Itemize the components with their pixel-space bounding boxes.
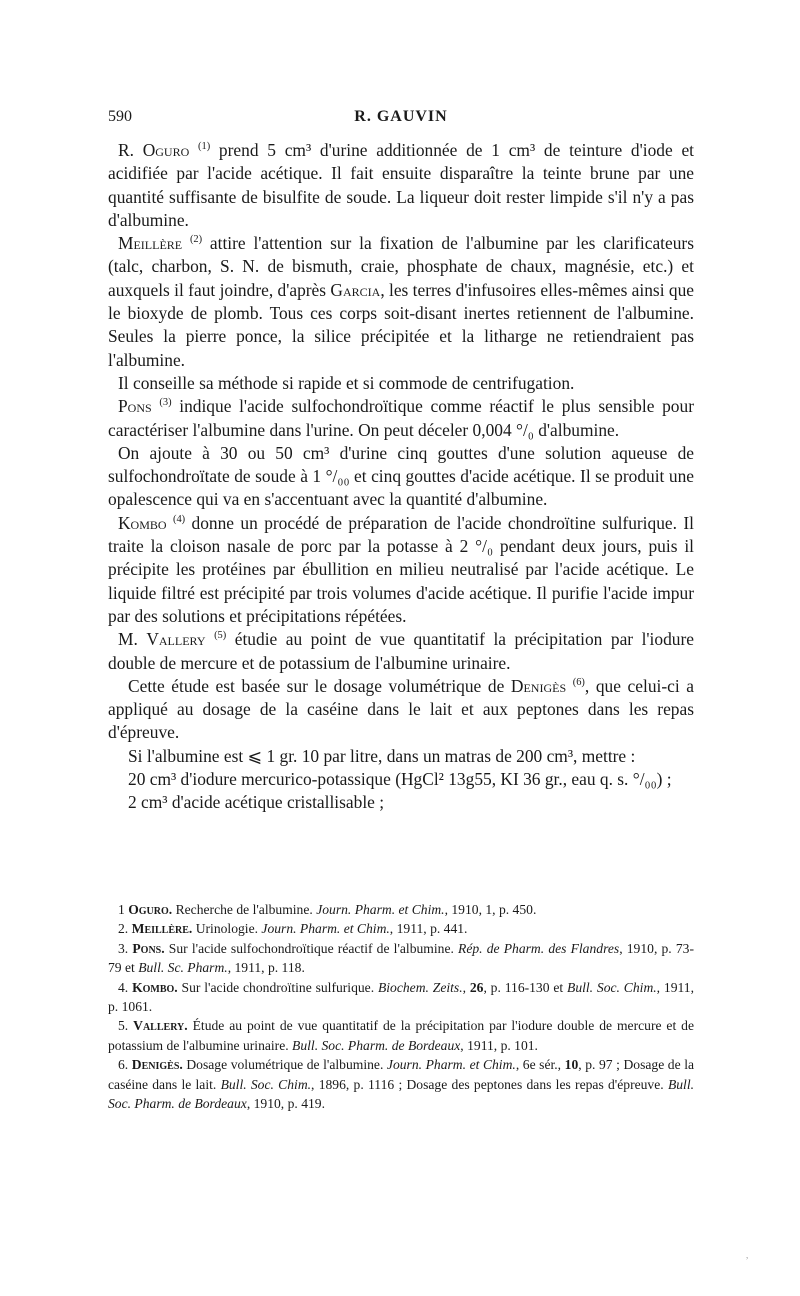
paragraph-meillere (108, 232, 694, 372)
footnote-text: Recherche de l'albumine. (172, 902, 317, 917)
footnote-source: Bull. Soc. Chim. (567, 979, 657, 995)
footnote-author: Meillère. (131, 921, 193, 937)
paragraph-text: donne un procédé de préparation de l'acide chondroïtine sulfurique. Il traite la cloison nasale de porc par la potasse à 2 °/₀ pendant deux jours, puis il précipite les protéines par ébullition en milieu neutralisé par l'acide acétique. Le liquide filtré est précipité par trois volumes d'acide acétique. Il purifie l'acide impur par des solutions et précipitations répétées. (108, 512, 694, 626)
paragraph-text: Cette étude est basée sur le dosage volumétrique de (128, 675, 511, 696)
footnote-1 (108, 900, 694, 919)
paragraph-vallery (108, 628, 694, 675)
paragraph-text: attire l'attention sur la fixation de l'albumine par les clarificateurs (talc, charbon, S. N. de bismuth, craie, phosphate de chaux, magnésie, etc.) et auxquels il faut joindre, d'après (108, 233, 694, 300)
running-head: R. GAUVIN (354, 108, 448, 125)
footnote-source: Biochem. Zeits. (377, 979, 463, 995)
footnote-source: Journ. Pharm. et Chim. (316, 902, 445, 917)
footnote-number: 4. (118, 979, 129, 995)
paragraph-text: indique l'acide sulfochondroïtique comme réactif le plus sensible pour caractériser l'albumine dans l'urine. On peut déceler 0,004 °/₀ d'albumine. (108, 396, 694, 440)
footnote-text: Dosage volumétrique de l'albumine. (182, 1057, 387, 1073)
paragraph-pons (108, 395, 694, 442)
paragraph-text: étudie au point de vue quantitatif la précipitation par l'iodure double de mercure et de potassium de l'albumine urinaire. (108, 629, 694, 673)
footnote-ref: (6) (572, 677, 585, 689)
footnote-3 (108, 939, 694, 978)
paragraph-text: , les terres d'infusoires elles-mêmes ainsi que le bioxyde de plomb. Tous ces corps soit-disant inertes retiennent de l'albumine. Seules la pierre ponce, la silice précipitée et la litharge ne retiendraient pas l'albumine. (108, 279, 694, 370)
footnote-source: Bull. Soc. Chim. (220, 1076, 312, 1092)
footnote-author: Pons. (132, 940, 165, 956)
footnote-text: Urinologie. (192, 921, 262, 937)
page-number: 590 (108, 108, 132, 125)
footnote-ref: (1) (198, 141, 211, 153)
footnote-volume: 10 (564, 1057, 579, 1073)
footnote-ref: (2) (189, 234, 203, 246)
main-text (108, 139, 694, 815)
footnote-source: Bull. Sc. Pharm. (138, 960, 228, 976)
footnote-author: Kombo. (132, 979, 178, 995)
footnote-text: Sur l'acide chondroïtine sulfurique. (177, 979, 378, 995)
footnote-text: , p. 116-130 et (483, 979, 568, 995)
paragraph-oguro (108, 139, 694, 232)
footnote-text: , 1911, p. 441. (389, 921, 468, 937)
paragraph-deniges (108, 675, 694, 745)
author-name: Meillère (118, 233, 183, 254)
footnote-text: , 1911, p. 1061. (108, 979, 694, 1015)
footnote-source: Bull. Soc. Pharm. de Bordeaux (292, 1037, 461, 1053)
footnote-author: Vallery. (133, 1018, 188, 1034)
footnote-number: 5. (118, 1018, 129, 1034)
page-header (108, 108, 694, 130)
footnote-source: Rép. de Pharm. des Flandres (458, 940, 620, 956)
author-name: R. Oguro (118, 140, 190, 160)
footnote-number: 1 (118, 902, 125, 917)
footnote-author: Denigès. (131, 1057, 183, 1073)
footnote-text: , 1911, p. 118. (227, 960, 305, 976)
paragraph-kombo (108, 512, 694, 628)
author-name: Kombo (118, 512, 167, 533)
footnotes (108, 900, 694, 1113)
footnote-text: , 1896, p. 1116 ; Dosage des peptones dans les repas d'épreuve. (311, 1076, 668, 1092)
footnote-number: 2. (118, 921, 129, 937)
footnote-2 (108, 919, 694, 938)
paragraph-text: , que celui-ci a appliqué au dosage de la caséine dans le lait et aux peptones dans les repas d'épreuve. (108, 675, 695, 743)
scan-mark: , (746, 1250, 749, 1260)
footnote-text: , 1910, p. 73-79 et (108, 940, 694, 976)
footnote-source: Journ. Pharm. et Chim. (261, 921, 390, 937)
footnote-text: , 1910, 1, p. 450. (444, 902, 537, 917)
footnote-6 (108, 1055, 694, 1113)
paragraph-procedure: On ajoute à 30 ou 50 cm³ d'urine cinq gouttes d'une solution aqueuse de sulfochondroïtate de soude à 1 °/₀₀ et cinq gouttes d'acide acétique. Il se produit une opalescence qui va en s'accentuant avec la quantité d'albumine. (108, 442, 694, 510)
footnote-text: , p. 97 ; Dosage de la caséine dans le lait. (108, 1057, 694, 1092)
footnote-4: 4. Kombo. Sur l'acide chondroïtine sulfurique. Biochem. Zeits., 26, p. 116-130 et Bull. Soc. Chim., 1911, p. 1061. (108, 979, 694, 1015)
paragraph-acid: 2 cm³ d'acide acétique cristallisable ; (128, 792, 385, 813)
author-name: Vallery (146, 629, 206, 650)
paragraph-method: Si l'albumine est ⩽ 1 gr. 10 par litre, dans un matras de 200 cm³, mettre : (128, 745, 636, 766)
footnote-source: Bull. Soc. Pharm. de Bordeaux (108, 1076, 694, 1112)
footnote-text: , 6e sér., (515, 1057, 565, 1073)
footnote-ref: (4) (172, 513, 186, 525)
footnote-volume: 26 (469, 979, 484, 995)
footnote-text: , 1910, p. 419. (246, 1096, 325, 1112)
footnote-text: Étude au point de vue quantitatif de la précipitation par l'iodure double de mercure et de potassium de l'albumine urinaire. (108, 1018, 695, 1053)
paragraph-text: prend 5 cm³ d'urine additionnée de 1 cm³ de teinture d'iode et acidifiée par l'acide acétique. Il fait ensuite disparaître la teinte brune par une quantité suffisante de bisulfite de soude. La liqueur doit rester limpide s'il n'y a pas d'albumine. (108, 140, 694, 230)
footnote-ref: (5) (214, 630, 227, 642)
footnote-source: Journ. Pharm. et Chim. (386, 1057, 516, 1073)
paragraph-reagent: 20 cm³ d'iodure mercurico-potassique (HgCl² 13g55, KI 36 gr., eau q. s. °/₀₀) ; (128, 769, 672, 790)
author-prefix: M. (118, 629, 147, 650)
footnote-ref: (3) (159, 397, 172, 409)
author-name: Denigès (510, 675, 567, 696)
footnote-number: 3. (118, 940, 129, 956)
footnote-author: Oguro. (128, 902, 173, 917)
paragraph-centrifugation: Il conseille sa méthode si rapide et si commode de centrifugation. (118, 372, 575, 393)
author-name: Pons (118, 396, 152, 417)
footnote-text: Sur l'acide sulfochondroïtique réactif de l'albumine. (164, 940, 459, 956)
author-name: Garcia (330, 279, 381, 300)
footnote-number: 6. (118, 1057, 129, 1073)
footnote-text: , 1911, p. 101. (460, 1037, 538, 1053)
footnote-5 (108, 1016, 694, 1055)
